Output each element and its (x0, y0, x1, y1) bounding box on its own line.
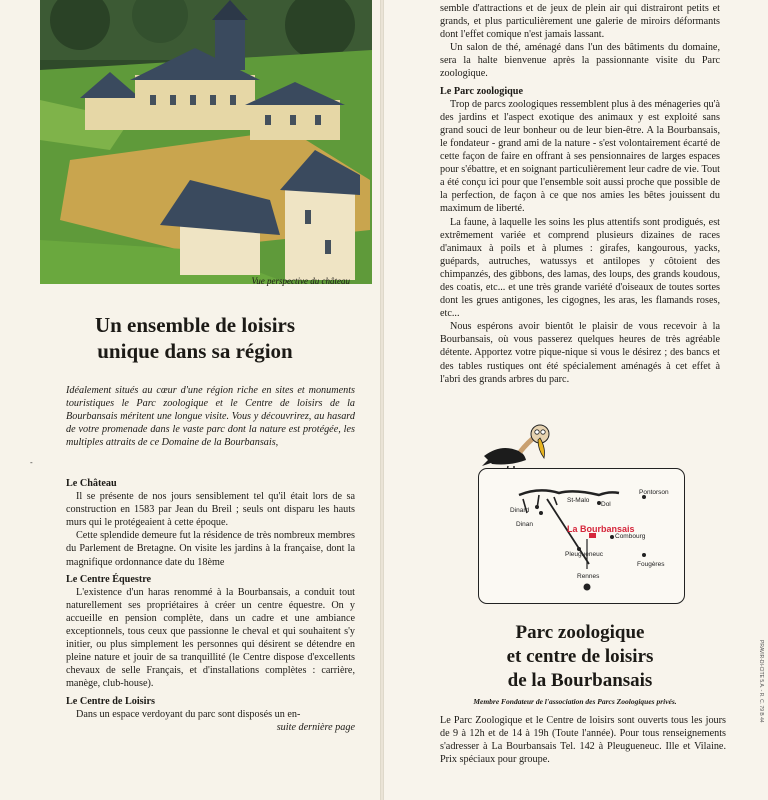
opening-hours: Le Parc Zoologique et le Centre de loisirs sont ouverts tous les jours de 9 à 12h et de 14 à 19h (Toute l'année). Pour tous renseignements s'adresser à La Bourbansais Tel. 142 à Pleugueneuc. Ille et Vilaine. Prix spéciaux pour groupe. (440, 715, 726, 766)
printer-imprint-text: PRAVIR-DI-CITE 5.A. - R. C. 79 B 44 (758, 640, 764, 723)
zoo-title-line-2: et centre de loisirs (506, 646, 654, 667)
headline-line-2: unique dans sa région (97, 339, 293, 363)
left-body (66, 473, 355, 734)
zoo-heading: Le Parc zoologique (440, 85, 523, 97)
zoo-title-line-3: de la Bourbansais (507, 670, 653, 691)
headline-line-1: Un ensemble de loisirs (94, 313, 296, 337)
map-label-pontorson: Pontorson (639, 489, 669, 496)
chateau-illustration (40, 0, 372, 284)
right-paragraph-2: Un salon de thé, aménagé dans l'un des bâtiments du domaine, sera la halte bienvenue après la passionnante visite du Parc zoologique. (440, 42, 720, 80)
page-fold (380, 0, 384, 800)
loisirs-heading: Le Centre de Loisirs (66, 695, 155, 707)
continued-note: suite dernière page (276, 721, 355, 733)
intro-paragraph: Idéalement situés au cœur d'une région riche en sites et monuments touristiques le Parc zoologique et le Centre de loisirs de la Bourbansais méritent une longue visite. Vous y découvrirez, au hasard de votre promenade dans le vaste parc dont la nature est protégée, les multiples attraits de ce Domaine de la Bourbansais, (66, 385, 355, 449)
left-headline (40, 312, 350, 364)
map-label-combourg: Combourg (615, 533, 646, 540)
map-label-dol: Dol (601, 501, 611, 508)
map-label-dinard: Dinard (510, 507, 530, 514)
right-paragraph-1: semble d'attractions et de jeux de plein air qui distrairont petits et grands, et plus particulièrement une galerie de miroirs déformants dont l'effet comique n'est jamais lassant. (440, 3, 720, 41)
zoo-title (450, 621, 710, 693)
map-label-st-malo: St-Malo (567, 497, 590, 504)
chateau-heading: Le Château (66, 478, 117, 489)
map-label-dinan: Dinan (516, 521, 533, 528)
map-label-bourbansais: La Bourbansais (567, 524, 635, 534)
member-note: Membre Fondateur de l'association des Parcs Zoologiques privés. (473, 697, 677, 706)
map-label-pleugueneuc: Pleugueneuc (565, 551, 603, 558)
equestre-paragraph: L'existence d'un haras renommé à la Bourbansais, a conduit tout naturellement ses propriétaires à créer un centre équestre. On y accueille en pension complète, dans un cadre et une ambiance exceptionnels, tous ceux que passionne le cheval et qui souhaitent s'y initier, ou plus simplement les personnes qui désirent se détendre en pleine nature et jouir de sa tranquillité (le Centre dispose d'excellents chevaux de selle Français, et d'installations complètes : carrière, manège, club-house). (66, 586, 355, 690)
map-label-rennes: Rennes (577, 573, 600, 580)
zoo-title-line-1: Parc zoologique (515, 622, 645, 643)
chateau-paragraph-1: Il se présente de nos jours sensiblement tel qu'il était lors de sa construction en 1583 par Jean du Breil ; seuls ont disparu les hauts murs qui le protégeaient à cette époque. (66, 491, 355, 529)
map-label-fougeres: Fougères (637, 561, 665, 568)
loisirs-paragraph: Dans un espace verdoyant du parc sont disposés un en- (76, 708, 301, 720)
margin-mark: - (30, 458, 33, 467)
zoo-paragraph-3: Nous espérons avoir bientôt le plaisir de vous recevoir à la Bourbansais, où vous passerez quelques heures de très agréable détente. Apportez votre pique-nique si vous le désirez ; des bancs et des tables rustiques ont été spécialement aménagés à cet effet à l'abri des grands arbres du parc. (440, 321, 720, 385)
right-body (440, 2, 720, 386)
printer-imprint (754, 640, 766, 790)
zoo-paragraph-1: Trop de parcs zoologiques ressemblent plus à des ménageries qu'à des jardins et l'aspect exotique des animaux y est exploité sans grand souci de leur bonheur ou de leur bien-être. A la Bourbansais, le fondateur - grand ami de la nature - s'est volontairement écarté de cette façon de faire en offrant à ses pensionnaires de larges espaces pour s'ébattre, et en soignant particulièrement leur cadre de vie. Tout a été conçu ici pour que l'ensemble soit aussi proche que possible de la perfection, de façon à ce que nos amies les bêtes jouissent du maximum de liberté. (440, 98, 720, 215)
illustration-caption: Vue perspective du château (251, 276, 350, 286)
zoo-paragraph-2: La faune, à laquelle les soins les plus attentifs sont prodigués, est extrêmement variée et comprend plusieurs dizaines de races d'animaux à poils et à plumes : girafes, kangourous, yacks, guépards, autruches, watussys et antilopes y côtoient des chimpanzés, des gibbons, des lamas, des loups, des grands koudous, des coatis, etc... et une très grande variété d'oiseaux de toutes sortes dont les grues antigones, les cigognes, les aras, les flamands roses, etc... (440, 216, 720, 320)
equestre-heading: Le Centre Équestre (66, 573, 152, 585)
location-map (478, 468, 685, 604)
chateau-paragraph-2: Cette splendide demeure fut la résidence de très nombreux membres du Parlement de Bretagne. On visite les jardins à la française, dont la magnifique ordonnance date du 18ème (66, 530, 355, 568)
